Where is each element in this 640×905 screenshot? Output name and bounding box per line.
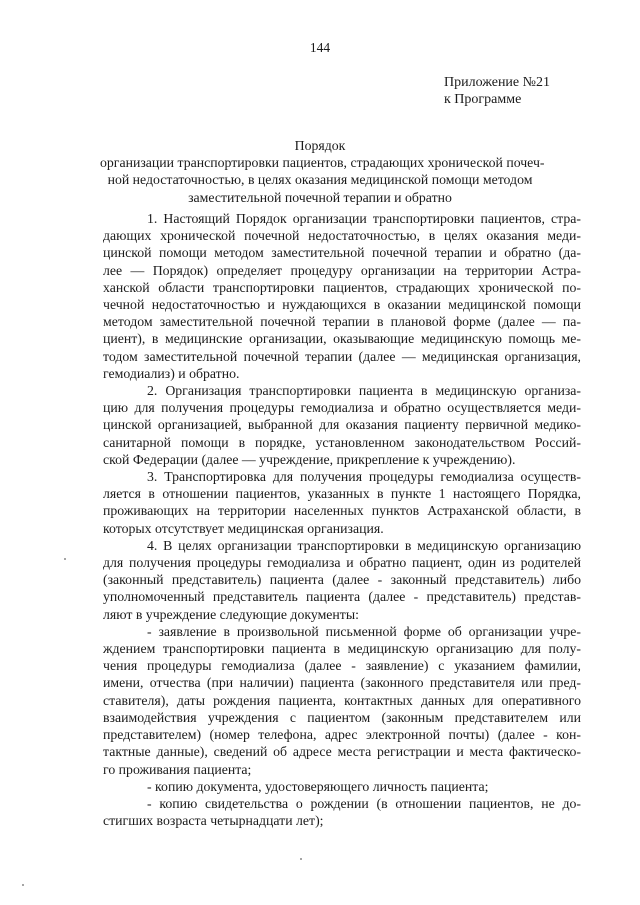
text-line: цинской организацией, выбранной для оказания пациенту первичной медико- — [103, 417, 581, 433]
title-line: заместительной почечной терапии и обратно — [188, 189, 452, 205]
text-line: чечной недостаточностью и нуждающихся в оказании медицинской помощи — [103, 297, 581, 313]
text-line: цинской помощи методом заместительной почечной терапии и обратно (да- — [103, 245, 581, 261]
text-line: представителем) (номер телефона, адрес электронной почты) (далее - кон- — [103, 727, 581, 743]
text-line: тодом заместительной почечной терапии (далее — медицинская организация, — [103, 348, 581, 364]
paragraph-4 — [103, 537, 581, 623]
text-line: ханской области транспортировки пациентов, страдающих хронической по- — [103, 279, 581, 295]
text-line: - заявление в произвольной письменной форме об организации учре- — [147, 623, 581, 639]
list-item-application — [103, 623, 581, 778]
text-line: 4. В целях организации транспортировки в медицинскую организацию — [147, 537, 581, 553]
list-item-birth-certificate — [103, 795, 581, 829]
text-line: ляют в учреждение следующие документы: — [103, 606, 359, 622]
text-line: взаимодействия учреждения с пациентом (законным представителем или — [103, 709, 581, 725]
title-heading: Порядок — [294, 138, 346, 153]
text-line: чения процедуры гемодиализа (далее - заявление) с указанием фамилии, — [103, 658, 581, 674]
text-line: дающих хронической почечной недостаточностью, в целях оказания меди- — [103, 228, 581, 244]
list-item-identity-document — [103, 778, 581, 795]
text-line: - копию документа, удостоверяющего личность пациента; — [147, 778, 489, 794]
title-line: ной недостаточностью, в целях оказания медицинской помощи методом — [107, 172, 533, 188]
text-line: ставителя), даты рождения пациента, контактных данных для оперативного — [103, 692, 581, 708]
text-line: для получения процедуры гемодиализа и обратно пациент, один из родителей — [103, 555, 581, 571]
appendix-reference — [444, 74, 550, 108]
scan-speck — [64, 558, 66, 560]
text-line: методом заместительной почечной терапии в плановой форме (далее — па- — [103, 314, 581, 330]
text-line: цию для получения процедуры гемодиализа и обратно осуществляется меди- — [103, 400, 581, 416]
text-line: 1. Настоящий Порядок организации транспортировки пациентов, стра- — [147, 211, 581, 226]
appendix-number: Приложение №21 — [444, 75, 550, 90]
text-line: гемодиализ) и обратно. — [103, 365, 240, 381]
text-line: имени, отчества (при наличии) пациента (законного представителя или пред- — [103, 675, 581, 691]
page-number: 144 — [309, 40, 331, 55]
title-line: организации транспортировки пациентов, страдающих хронической почеч- — [100, 155, 545, 171]
appendix-program: к Программе — [444, 92, 522, 107]
text-line: стигших возраста четырнадцати лет); — [103, 813, 324, 829]
text-line: уполномоченный представитель пациента (далее - представитель) представ- — [103, 589, 581, 605]
text-line: санитарной помощи в порядке, установленном законодательством Россий- — [103, 434, 581, 450]
document-body — [103, 210, 581, 829]
text-line: 3. Транспортировка для получения процедуры гемодиализа осуществ- — [147, 469, 581, 485]
document-title — [100, 137, 545, 206]
text-line: 2. Организация транспортировки пациента в медицинскую организа- — [147, 383, 581, 399]
text-line: го проживания пациента; — [103, 761, 252, 777]
text-line: циент), в медицинские организации, оказывающие медицинскую помощь ме- — [103, 331, 581, 347]
text-line: (законный представитель) пациента (далее - законный представитель) либо — [103, 572, 581, 588]
text-line: ждением транспортировки пациента в медицинскую организацию для полу- — [103, 641, 581, 657]
scan-speck — [22, 884, 24, 886]
paragraph-3 — [103, 468, 581, 537]
paragraph-2 — [103, 382, 581, 468]
text-line: которых отсутствует медицинская организация. — [103, 520, 384, 536]
text-line: ской Федерации (далее — учреждение, прикрепление к учреждению). — [103, 451, 516, 467]
scan-speck — [300, 858, 302, 860]
text-line: ляется в отношении пациентов, указанных в пункте 1 настоящего Порядка, — [103, 486, 581, 502]
text-line: тактные данные), сведений об адресе места регистрации и места фактическо- — [103, 744, 581, 760]
text-line: лее — Порядок) определяет процедуру организации на территории Астра- — [103, 262, 581, 278]
text-line: - копию свидетельства о рождении (в отношении пациентов, не до- — [147, 795, 581, 811]
text-line: проживающих на территории населенных пунктов Астраханской области, в — [103, 503, 581, 519]
paragraph-1 — [103, 210, 581, 382]
